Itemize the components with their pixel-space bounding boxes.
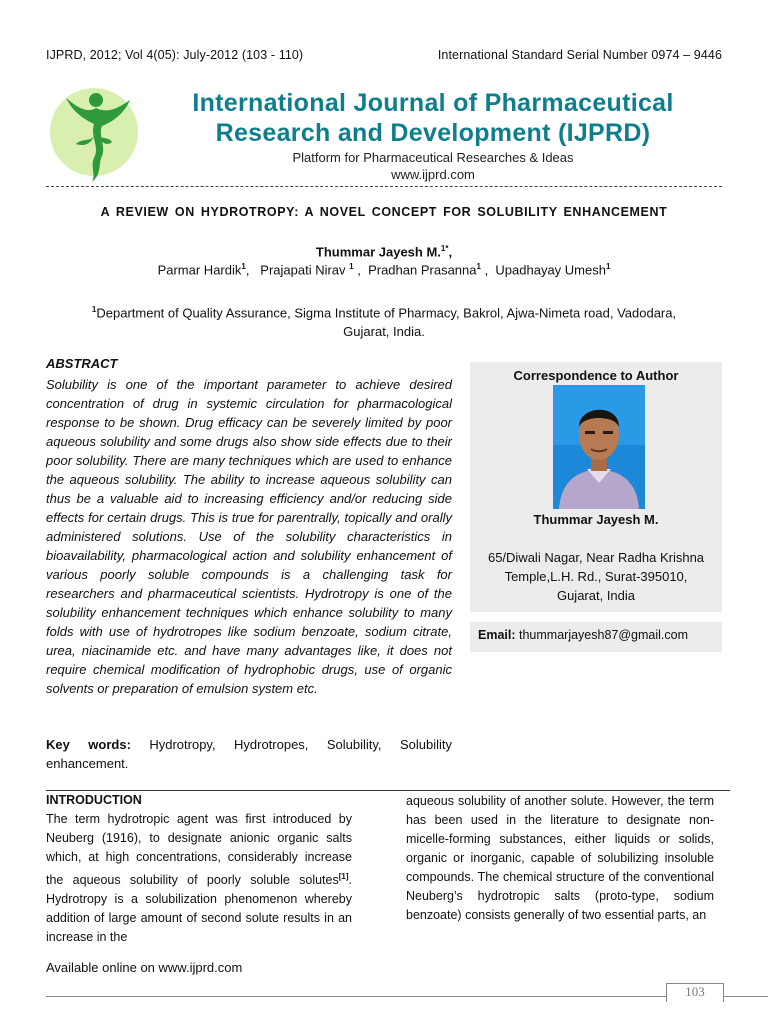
citation-ref[interactable]: [1] (338, 872, 349, 881)
coauthor-name: Parmar Hardik (157, 262, 242, 278)
journal-title (138, 88, 728, 148)
intro-text-part-2: . Hydrotropy is a solubilization phenomenon whereby addition of large amount of second solute results in an increase in the (46, 873, 352, 945)
introduction-left-column (46, 810, 352, 947)
coauthor-name: Upadhayay Umesh (495, 262, 606, 278)
corresponding-author-line: Thummar Jayesh M.$^{1*}$, (315, 244, 453, 260)
correspondence-title: Correspondence to Author (513, 368, 679, 383)
journal-title-line-2: Research and Development (IJPRD) (215, 119, 651, 147)
journal-url[interactable]: www.ijprd.com (391, 167, 475, 182)
page-number: 103 (666, 983, 724, 1002)
coauthor-sup: 1 (605, 262, 611, 271)
footer-line-right (723, 996, 768, 997)
affiliation-sup: 1 (91, 305, 97, 314)
coauthor-sup: 1 (241, 262, 246, 271)
journal-subtitle: Platform for Pharmaceutical Researches & Ideas (292, 150, 574, 165)
keywords-text: Hydrotropy, Hydrotropes, Solubility, Solubility enhancement. (46, 737, 452, 771)
running-header-right: International Standard Serial Number 0974 – 9446 (437, 48, 722, 62)
journal-title-line-1: International Journal of Pharmaceutical (192, 89, 674, 117)
available-online: Available online on www.ijprd.com (46, 960, 243, 975)
address-line-1: 65/Diwali Nagar, Near Radha Krishna (487, 550, 705, 565)
abstract-heading: ABSTRACT (46, 356, 118, 371)
email-line (478, 628, 688, 642)
section-rule (46, 790, 730, 791)
author-name: Thummar Jayesh M. (315, 244, 441, 260)
coauthor-name: Pradhan Prasanna (368, 262, 477, 278)
journal-logo-icon (46, 84, 146, 186)
affiliation (46, 300, 722, 341)
introduction-heading: INTRODUCTION (46, 793, 142, 807)
coauthor-sup: 1 (476, 262, 481, 271)
coauthors-line: Parmar Hardik$^1$, Prajapati Nirav $^1$ , Pradhan Prasanna$^1$ , Upadhayay Umesh$^1$ (157, 262, 611, 278)
intro-text-part-1: The term hydrotropic agent was first introduced by Neuberg (1916), to designate anionic organic salts which, at high concentrations, considerably increase the aqueous solubility of poorly soluble solutes (46, 812, 352, 888)
introduction-right-column: aqueous solubility of another solute. However, the term has been used in the literature to designate non-micelle-forming substances, either liquids or solids, organic or inorganic, capable of solubilizing insoluble compounds. The chemical structure of the conventional Neuberg’s hydrotropic salts (proto-type, sodium benzoate) consists generally of two essential parts, an (406, 794, 714, 922)
header-divider (46, 186, 722, 187)
email-label: Email: (478, 628, 516, 642)
address-line-2: Temple,L.H. Rd., Surat-395010, (504, 569, 688, 584)
affiliation-line-2: Gujarat, India. (343, 324, 425, 340)
correspondence-address (470, 548, 722, 605)
keywords-label: Key words: (46, 737, 131, 752)
address-line-3: Gujarat, India (556, 588, 636, 603)
running-header-left: IJPRD, 2012; Vol 4(05): July-2012 (103 - 110) (46, 48, 304, 62)
author-photo-icon (553, 385, 645, 509)
correspondence-name: Thummar Jayesh M. (533, 512, 659, 527)
author-sup: 1* (440, 244, 449, 253)
keywords (46, 735, 452, 773)
footer-line-left (46, 996, 666, 997)
abstract-text: Solubility is one of the important parameter to achieve desired concentration of drug in systemic circulation for pharmacological response to be shown. Drug efficacy can be severely limited by poor aqueous solubility and some drugs also show side effects due to their poor solubility. There are many techniques which are used to enhance the aqueous solubility. The ability to increase aqueous solubility can thus be a valuable aid to increasing efficiency and/or reducing side effects for certain drugs. This is true for parentrally, topically and orally administered solutions. Use of the solubility characteristics in bioavailability, pharmacological action and solubility enhancement of various poorly soluble compounds is a challenging task for researchers and pharmaceutical scientists. Hydrotropy is one of the solubility enhancement techniques which enhance solubility to many folds with use of hydrotropes like sodium benzoate, sodium citrate, urea, niacinamide etc. and have many advantages like, it does not require chemical modification of hydrophobic drugs, use of organic solvents or preparation of emulsion system etc. (46, 377, 452, 696)
coauthor-sup: 1 (349, 262, 354, 271)
email-link[interactable]: thummarjayesh87@gmail.com (519, 628, 689, 642)
paper-title: A REVIEW ON HYDROTROPY: A NOVEL CONCEPT FOR SOLUBILITY ENHANCEMENT (100, 205, 668, 219)
affiliation-line-1: Department of Quality Assurance, Sigma Institute of Pharmacy, Bakrol, Ajwa-Nimeta road, Vadodara, (96, 305, 677, 321)
coauthor-name: Prajapati Nirav (260, 262, 346, 278)
